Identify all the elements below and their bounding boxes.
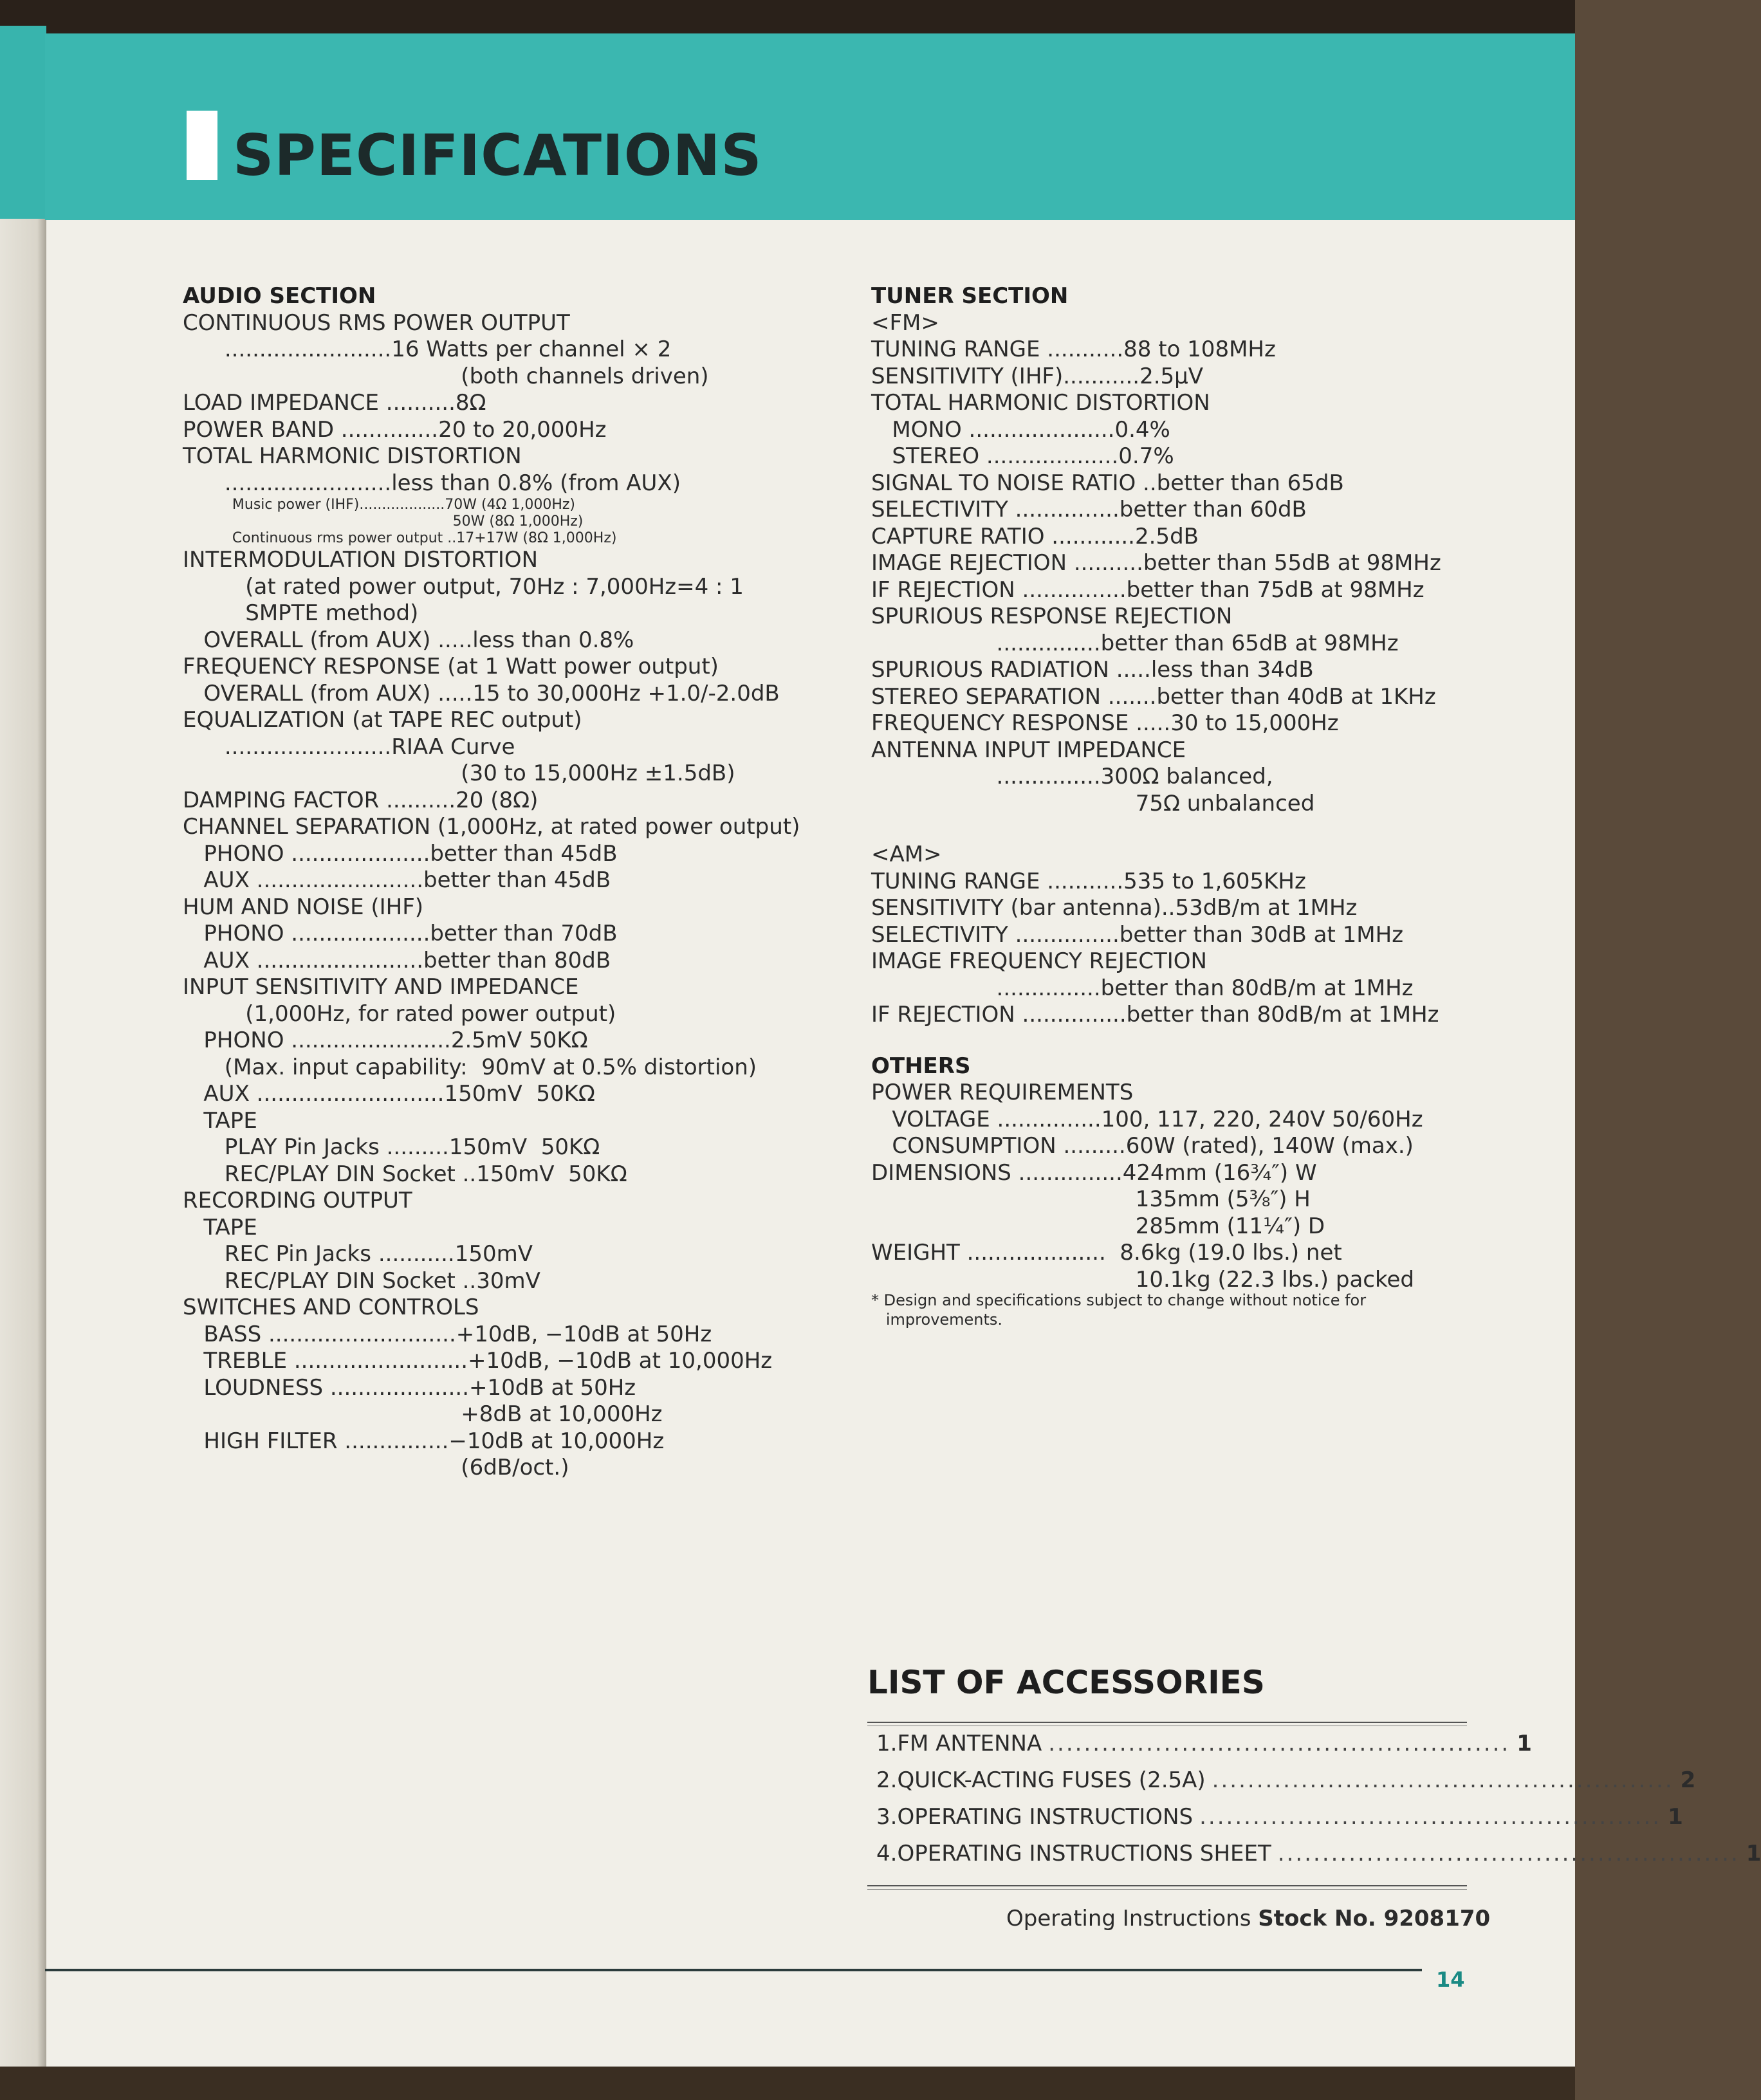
accessory-item <box>876 1767 1696 1804</box>
specification-note <box>871 1291 1482 1329</box>
spec-line: CONTINUOUS RMS POWER OUTPUT <box>183 309 570 336</box>
accessory-number: 4. <box>876 1841 898 1866</box>
accessory-item <box>876 1731 1532 1767</box>
accessories-title: LIST OF ACCESSORIES <box>867 1664 1265 1701</box>
spec-line: HUM AND NOISE (IHF) <box>183 894 424 920</box>
spec-line: TAPE <box>183 1107 257 1134</box>
spec-line: TOTAL HARMONIC DISTORTION <box>183 443 522 469</box>
spec-line: IF REJECTION ...............better than 80dB/m at 1MHz <box>871 1002 1439 1027</box>
accessories-bottom-rule <box>867 1885 1467 1886</box>
spec-line: WEIGHT .................... 8.6kg (19.0 lbs.) net <box>871 1240 1342 1266</box>
spec-line: ........................16 Watts per channel × 2 <box>183 336 672 362</box>
spec-line: SENSITIVITY (bar antenna)..53dB/m at 1MHz <box>871 895 1358 921</box>
spec-line: (6dB/oct.) <box>183 1455 569 1480</box>
spec-line: CHANNEL SEPARATION (1,000Hz, at rated power output) <box>183 814 800 840</box>
page-number: 14 <box>1436 1967 1465 1992</box>
page-title: SPECIFICATIONS <box>233 122 762 189</box>
note-line: * Design and specifications subject to change without notice for <box>871 1291 1367 1309</box>
left-page-edge <box>0 26 46 2085</box>
spec-line: BASS ...........................+10dB, −10dB at 50Hz <box>183 1321 712 1347</box>
spec-line: EQUALIZATION (at TAPE REC output) <box>183 707 582 733</box>
section-heading: AUDIO SECTION <box>183 283 376 309</box>
spec-line: SIGNAL TO NOISE RATIO ..better than 65dB <box>871 470 1344 496</box>
spec-line: REC Pin Jacks ...........150mV <box>183 1241 533 1267</box>
spec-line: REC/PLAY DIN Socket ..150mV 50KΩ <box>183 1161 627 1187</box>
stock-number: Stock No. 9208170 <box>1258 1906 1491 1931</box>
spec-line: SELECTIVITY ...............better than 60dB <box>871 497 1307 522</box>
spec-line: (Max. input capability: 90mV at 0.5% distortion) <box>183 1054 757 1080</box>
spec-line: OVERALL (from AUX) .....less than 0.8% <box>183 627 634 653</box>
spec-line: TUNING RANGE ...........88 to 108MHz <box>871 336 1276 362</box>
accessory-quantity: 1 <box>1517 1731 1532 1756</box>
tuner-section-column <box>871 283 1489 1293</box>
spec-line: (1,000Hz, for rated power output) <box>183 1000 616 1027</box>
spec-line: AUX ........................better than 45dB <box>183 867 611 893</box>
accessory-quantity: 1 <box>1746 1841 1761 1866</box>
spec-line: POWER BAND ..............20 to 20,000Hz <box>183 416 607 443</box>
stock-prefix: Operating Instructions <box>1006 1906 1251 1931</box>
accessory-label: OPERATING INSTRUCTIONS SHEET <box>897 1841 1271 1866</box>
spec-line: PLAY Pin Jacks .........150mV 50KΩ <box>183 1134 600 1160</box>
spec-line: STEREO SEPARATION .......better than 40dB at 1KHz <box>871 683 1436 710</box>
spec-line: IF REJECTION ...............better than 75dB at 98MHz <box>871 576 1424 603</box>
spec-line: 50W (8Ω 1,000Hz) <box>183 513 584 530</box>
section-heading: TUNER SECTION <box>871 283 1069 309</box>
spec-line: 75Ω unbalanced <box>871 790 1315 816</box>
accessory-number: 1. <box>876 1731 898 1756</box>
spec-line: AUX ........................better than 80dB <box>183 947 611 973</box>
spec-line: PHONO .......................2.5mV 50KΩ <box>183 1027 588 1053</box>
section-heading: OTHERS <box>871 1053 971 1079</box>
spec-line: DAMPING FACTOR ..........20 (8Ω) <box>183 787 539 813</box>
spec-line: STEREO ...................0.7% <box>871 443 1174 469</box>
spacer <box>871 817 1489 842</box>
stock-number-line <box>1006 1906 1490 1931</box>
spec-line: PHONO ....................better than 45dB <box>183 840 618 867</box>
leader-dots: .................................................... <box>1048 1731 1511 1756</box>
note-line: improvements. <box>871 1311 1003 1329</box>
spec-line: 10.1kg (22.3 lbs.) packed <box>871 1266 1414 1293</box>
spec-line: TUNING RANGE ...........535 to 1,605KHz <box>871 868 1306 894</box>
footer-rule <box>45 1969 1422 1971</box>
accessory-label: OPERATING INSTRUCTIONS <box>897 1804 1194 1830</box>
spec-line: FREQUENCY RESPONSE .....30 to 15,000Hz <box>871 710 1339 736</box>
spec-line: 285mm (11¼″) D <box>871 1213 1325 1239</box>
accessory-item <box>876 1804 1683 1841</box>
accessories-bottom-rule-thin <box>867 1889 1467 1890</box>
spec-line: ...............better than 65dB at 98MHz <box>871 630 1399 656</box>
accessories-top-rule <box>867 1722 1467 1723</box>
spec-line: TAPE <box>183 1214 257 1240</box>
spec-line: RECORDING OUTPUT <box>183 1188 412 1213</box>
spec-line: AUX ...........................150mV 50KΩ <box>183 1081 595 1107</box>
spec-line: IMAGE FREQUENCY REJECTION <box>871 948 1207 974</box>
leader-dots: .................................................... <box>1277 1841 1740 1866</box>
accessory-number: 3. <box>876 1804 898 1830</box>
spec-line: (both channels driven) <box>183 363 709 389</box>
spec-line: <AM> <box>871 842 942 867</box>
spec-line: INTERMODULATION DISTORTION <box>183 547 539 573</box>
spec-line: CONSUMPTION .........60W (rated), 140W (max.) <box>871 1133 1414 1159</box>
accessory-label: FM ANTENNA <box>897 1731 1042 1756</box>
spec-line: REC/PLAY DIN Socket ..30mV <box>183 1267 540 1294</box>
spec-line: ...............better than 80dB/m at 1MHz <box>871 975 1414 1001</box>
leader-dots: .................................................... <box>1212 1767 1674 1793</box>
background-top <box>0 0 1575 33</box>
accessory-label: QUICK-ACTING FUSES (2.5A) <box>897 1767 1206 1793</box>
accessory-item <box>876 1841 1761 1877</box>
spec-line: PHONO ....................better than 70dB <box>183 921 618 946</box>
spec-line: SELECTIVITY ...............better than 30dB at 1MHz <box>871 921 1404 948</box>
spec-line: MONO .....................0.4% <box>871 416 1170 443</box>
spec-line: SENSITIVITY (IHF)...........2.5μV <box>871 363 1204 389</box>
spec-line: SPURIOUS RESPONSE REJECTION <box>871 603 1233 629</box>
spacer <box>871 1029 1489 1053</box>
spec-line: OVERALL (from AUX) .....15 to 30,000Hz +1.0/-2.0dB <box>183 680 780 706</box>
spec-line: SPURIOUS RADIATION .....less than 34dB <box>871 657 1314 683</box>
spec-line: ........................less than 0.8% (from AUX) <box>183 470 681 496</box>
spec-line: VOLTAGE ...............100, 117, 220, 240V 50/60Hz <box>871 1106 1423 1132</box>
spec-line: POWER REQUIREMENTS <box>871 1080 1134 1105</box>
spec-line: Music power (IHF)...................70W (4Ω 1,000Hz) <box>183 497 576 513</box>
spec-line: ........................RIAA Curve <box>183 733 515 760</box>
spec-line: CAPTURE RATIO ............2.5dB <box>871 523 1199 549</box>
spec-line: IMAGE REJECTION ..........better than 55dB at 98MHz <box>871 550 1441 576</box>
spec-line: (at rated power output, 70Hz : 7,000Hz=4 : 1 <box>183 573 744 600</box>
spec-line: ANTENNA INPUT IMPEDANCE <box>871 737 1186 763</box>
spec-line: TREBLE .........................+10dB, −10dB at 10,000Hz <box>183 1348 773 1374</box>
spec-line: LOAD IMPEDANCE ..........8Ω <box>183 390 486 416</box>
spec-line: ...............300Ω balanced, <box>871 764 1273 789</box>
leader-dots: .................................................... <box>1199 1804 1662 1830</box>
accessory-number: 2. <box>876 1767 898 1793</box>
background-bottom <box>0 2067 1575 2100</box>
audio-section-column <box>183 283 800 1482</box>
spec-line: +8dB at 10,000Hz <box>183 1401 663 1427</box>
spec-line: LOUDNESS ....................+10dB at 50Hz <box>183 1374 636 1401</box>
spec-line: 135mm (5⅜″) H <box>871 1186 1311 1212</box>
accessory-quantity: 2 <box>1680 1767 1696 1793</box>
accessories-list <box>876 1731 1761 1877</box>
spec-line: <FM> <box>871 309 939 336</box>
left-page-teal-band <box>0 26 46 219</box>
spec-line: TOTAL HARMONIC DISTORTION <box>871 390 1210 416</box>
spec-line: SWITCHES AND CONTROLS <box>183 1294 479 1320</box>
spec-line: SMPTE method) <box>183 600 419 626</box>
spec-line: HIGH FILTER ...............−10dB at 10,000Hz <box>183 1428 665 1454</box>
accessory-quantity: 1 <box>1668 1804 1683 1830</box>
spec-line: FREQUENCY RESPONSE (at 1 Watt power output) <box>183 654 719 679</box>
spec-line: INPUT SENSITIVITY AND IMPEDANCE <box>183 974 579 1000</box>
spec-line: Continuous rms power output ..17+17W (8Ω 1,000Hz) <box>183 530 617 546</box>
spec-line: DIMENSIONS ...............424mm (16¾″) W <box>871 1159 1317 1186</box>
header-marker-block <box>187 111 217 180</box>
spec-line: (30 to 15,000Hz ±1.5dB) <box>183 760 735 786</box>
